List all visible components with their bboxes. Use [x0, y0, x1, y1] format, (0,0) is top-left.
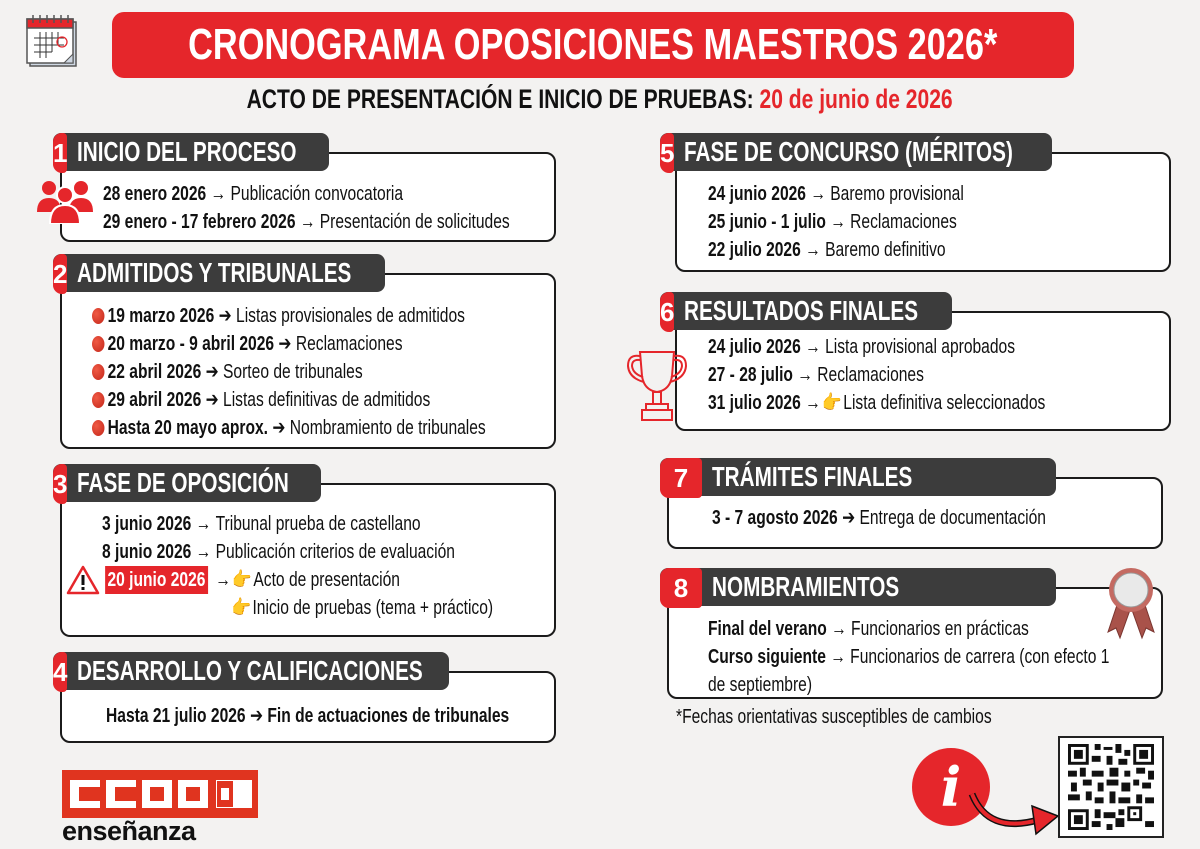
section-number: 6: [660, 292, 674, 332]
warning-icon: [66, 565, 100, 595]
section-number: 5: [660, 133, 674, 173]
pointing-hand-icon: 👉: [232, 569, 252, 591]
list-item: de septiembre): [708, 674, 813, 696]
section-number: 8: [660, 568, 702, 608]
list-item: 22 abril 2026 ➔ Sorteo de tribunales: [92, 358, 486, 386]
info-icon: i: [912, 748, 990, 826]
subtitle: [0, 84, 1160, 115]
section-number: 7: [660, 458, 702, 498]
list-item: Hasta 20 mayo aprox. ➔ Nombramiento de tribunales: [92, 414, 486, 442]
subtitle-date: 20 de junio de 2026: [759, 84, 954, 114]
pointing-hand-icon: 👉: [822, 392, 842, 414]
section-1-header: [53, 133, 329, 171]
list-item: 22 julio 2026 → Baremo definitivo: [708, 239, 946, 261]
section-title: INICIO DEL PROCESO: [77, 136, 297, 167]
section-title: ADMITIDOS Y TRIBUNALES: [77, 257, 352, 288]
section-3-header: [53, 464, 321, 502]
page-title: CRONOGRAMA OPOSICIONES MAESTROS 2026*: [188, 20, 998, 69]
highlighted-date: 20 junio 2026: [105, 566, 208, 594]
list-item: 27 - 28 julio → Reclamaciones: [708, 364, 924, 386]
section-6-header: [660, 292, 952, 330]
section-title: FASE DE OPOSICIÓN: [77, 467, 290, 498]
subtitle-label: ACTO DE PRESENTACIÓN E INICIO DE PRUEBAS:: [246, 84, 755, 114]
list-item: 28 enero 2026 → Publicación convocatoria: [103, 183, 404, 205]
red-dot-icon: [92, 308, 104, 324]
section-number: 1: [53, 133, 67, 173]
list-item: 25 junio - 1 julio → Reclamaciones: [708, 211, 957, 233]
section-number: 2: [53, 254, 67, 294]
list-item: 👉 Inicio de pruebas (tema + práctico): [102, 594, 493, 622]
red-dot-icon: [92, 364, 104, 380]
section-7-header: [660, 458, 1056, 496]
section-2-header: [53, 254, 385, 292]
pointing-hand-icon: 👉: [231, 597, 251, 619]
list-item: 29 enero - 17 febrero 2026 → Presentación de solicitudes: [103, 211, 510, 233]
people-icon: [36, 178, 94, 224]
logo-text: enseñanza: [62, 816, 196, 846]
list-item: 31 julio 2026 → 👉 Lista definitiva seleccionados: [708, 389, 1045, 417]
section-number: 3: [53, 464, 67, 504]
red-dot-icon: [92, 392, 104, 408]
list-item: 3 - 7 agosto 2026 ➔ Entrega de documentación: [712, 507, 1046, 529]
curved-arrow-icon: [968, 790, 1060, 840]
title-banner: [112, 12, 1074, 78]
section-number: 4: [53, 652, 67, 692]
section-title: NOMBRAMIENTOS: [712, 571, 900, 602]
section-4-header: [53, 652, 449, 690]
section-title: TRÁMITES FINALES: [712, 461, 913, 492]
ccoo-logo: [62, 770, 258, 818]
qr-code[interactable]: [1058, 736, 1164, 838]
section-title: RESULTADOS FINALES: [684, 295, 919, 326]
list-item: 3 junio 2026 → Tribunal prueba de castellano: [102, 513, 421, 535]
section-5-header: [660, 133, 1052, 171]
list-item: 19 marzo 2026 ➔ Listas provisionales de admitidos: [92, 302, 486, 330]
list-item: 20 marzo - 9 abril 2026 ➔ Reclamaciones: [92, 330, 486, 358]
list-item: 29 abril 2026 ➔ Listas definitivas de admitidos: [92, 386, 486, 414]
list-item: 24 junio 2026 → Baremo provisional: [708, 183, 964, 205]
section-title: FASE DE CONCURSO (MÉRITOS): [684, 136, 1014, 167]
qr-pattern: [1068, 744, 1154, 830]
trophy-icon: [624, 346, 690, 424]
section-title: DESARROLLO Y CALIFICACIONES: [77, 655, 424, 686]
section-8-header: [660, 568, 1056, 606]
red-dot-icon: [92, 336, 104, 352]
list-item: 24 julio 2026 → Lista provisional aprobados: [708, 336, 1016, 358]
list-item: Curso siguiente → Funcionarios de carrera (con efecto 1: [708, 646, 1110, 668]
list-item-highlight: 20 junio 2026 → 👉 Acto de presentación: [102, 566, 493, 594]
footnote: *Fechas orientativas susceptibles de cambios: [676, 706, 992, 728]
list-item: Final del verano → Funcionarios en prácticas: [708, 618, 1029, 640]
list-item: 8 junio 2026 → Publicación criterios de evaluación: [102, 541, 455, 563]
calendar-icon: [24, 12, 82, 70]
red-dot-icon: [92, 420, 104, 436]
list-item: Hasta 21 julio 2026 ➔ Fin de actuaciones de tribunales: [106, 705, 510, 727]
